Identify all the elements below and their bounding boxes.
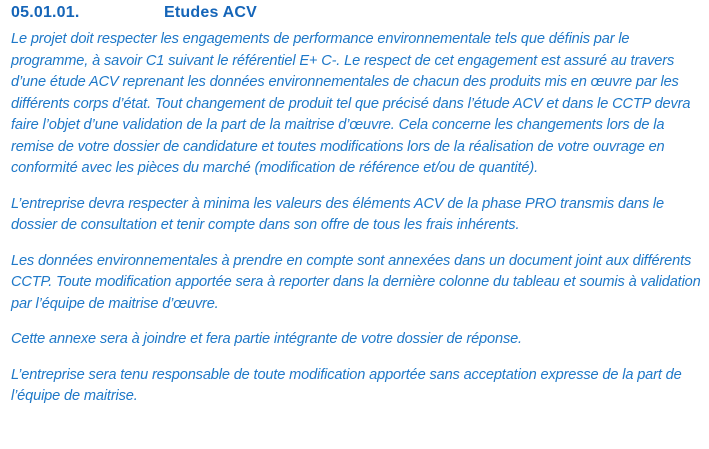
paragraph-annex: Cette annexe sera à joindre et fera partie intégrante de votre dossier de réponse. — [11, 331, 522, 347]
paragraph-minimum-values: L’entreprise devra respecter à minima les valeurs des éléments ACV de la phase PRO transmis dans le dossier de consultation et tenir compte dans son offre de tous les frais inhérents. — [11, 195, 664, 233]
section-title: Etudes ACV — [164, 4, 257, 21]
paragraph-environmental-data: Les données environnementales à prendre en compte sont annexées dans un document joint aux différents CCTP. Toute modification apportée sera à reporter dans la dernière colonne du tableau et soumis à validation par l’équipe de maitrise d’œuvre. — [11, 252, 701, 312]
paragraph-responsibility: L’entreprise sera tenu responsable de toute modification apportée sans acceptation expresse de la part de l’équipe de maitrise. — [11, 366, 682, 404]
section-heading — [11, 3, 701, 23]
paragraph-engagement: Le projet doit respecter les engagements de performance environnementale tels que définis par le programme, à savoir C1 suivant le référentiel E+ C-. Le respect de cet engagement est assuré au travers d’une étude ACV reprenant les données environnementales de chacun des produits mis en œuvre par les différents corps d’état. Tout changement de produit tel que précisé dans l’étude ACV et dans le CCTP devra faire l’objet d’une validation de la part de la maitrise d’œuvre. Cela concerne les changements lors de la remise de votre dossier de candidature et toutes modifications lors de la réalisation de votre ouvrage en conformité avec les pièces du marché (modification de référence et/ou de quantité). — [11, 31, 691, 176]
section-number: 05.01.01. — [11, 4, 80, 21]
document-page — [11, 3, 701, 422]
